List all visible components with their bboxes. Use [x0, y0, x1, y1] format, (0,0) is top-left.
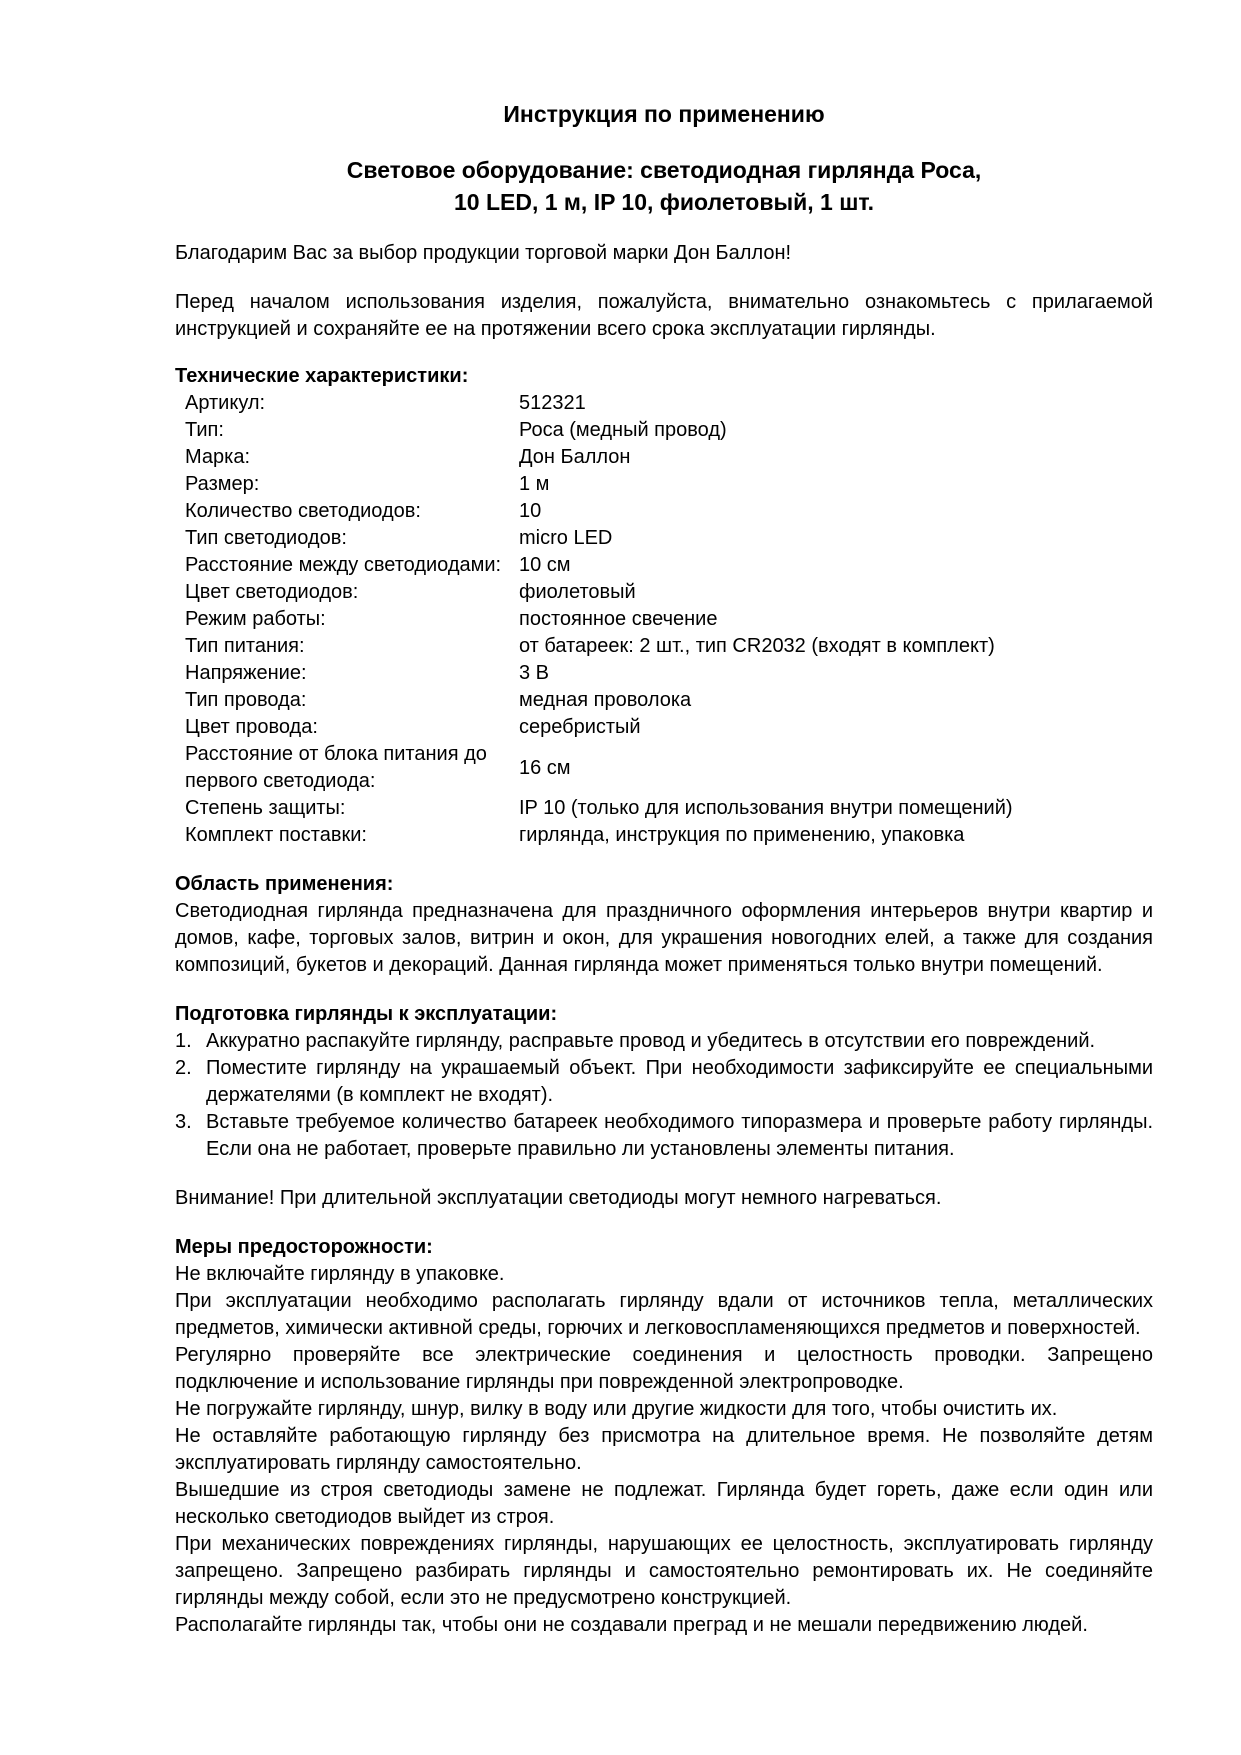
table-row [185, 822, 1153, 849]
table-row [185, 552, 1153, 579]
product-subtitle-line2: 10 LED, 1 м, IP 10, фиолетовый, 1 шт. [453, 189, 875, 215]
product-subtitle-line1: Световое оборудование: светодиодная гирлянда Роса, [346, 157, 982, 183]
spec-label: Цвет провода: [185, 716, 318, 738]
spec-value: постоянное свечение [519, 608, 718, 630]
spec-value: IP 10 (только для использования внутри помещений) [519, 797, 1013, 819]
spec-label: Тип провода: [185, 689, 307, 711]
spec-label: Напряжение: [185, 662, 307, 684]
precaution-paragraph: Располагайте гирлянды так, чтобы они не создавали преград и не мешали передвижению людей. [175, 1614, 1088, 1636]
spec-value: 1 м [519, 473, 550, 495]
warning-paragraph: Внимание! При длительной эксплуатации светодиоды могут немного нагреваться. [175, 1187, 942, 1209]
spec-label: Размер: [185, 473, 260, 495]
thanks-paragraph: Благодарим Вас за выбор продукции торговой марки Дон Баллон! [175, 242, 792, 264]
spec-value: 10 см [519, 554, 571, 576]
precautions-paragraphs [175, 1261, 1153, 1639]
table-row [185, 606, 1153, 633]
spec-label: Расстояние между светодиодами: [185, 554, 502, 576]
precautions-section [175, 1234, 1153, 1639]
spec-label: Тип светодиодов: [185, 527, 347, 549]
application-paragraph: Светодиодная гирлянда предназначена для праздничного оформления интерьеров внутри квартир и домов, кафе, торговых залов, витрин и окон, для украшения новогодних елей, а также для создания композиций, букетов и декораций. Данная гирлянда может применяться только внутри помещений. [175, 900, 1153, 976]
spec-label: Тип питания: [185, 635, 305, 657]
document-title: Инструкция по применению [503, 101, 825, 127]
spec-label: Количество светодиодов: [185, 500, 421, 522]
spacer [175, 1163, 1153, 1185]
list-item-text: Вставьте требуемое количество батареек необходимого типоразмера и проверьте работу гирлянды. Если она не работает, проверьте правильно ли установлены элементы питания. [206, 1111, 1153, 1160]
spacer [175, 343, 1153, 363]
precautions-heading: Меры предосторожности: [175, 1236, 433, 1258]
list-item [175, 1109, 1153, 1163]
table-row [185, 471, 1153, 498]
precaution-paragraph: При эксплуатации необходимо располагать гирлянду вдали от источников тепла, металлических предметов, химически активной среды, горючих и легковоспламеняющихся предметов и поверхностей. [175, 1290, 1153, 1339]
table-row [185, 795, 1153, 822]
list-item-number: 1. [175, 1030, 192, 1052]
spec-label: Режим работы: [185, 608, 326, 630]
precaution-paragraph: Не включайте гирлянду в упаковке. [175, 1263, 505, 1285]
application-heading: Область применения: [175, 873, 394, 895]
list-item-text: Поместите гирлянду на украшаемый объект. При необходимости зафиксируйте ее специальными держателями (в комплект не входят). [206, 1057, 1153, 1106]
spec-label: Цвет светодиодов: [185, 581, 359, 603]
spacer [175, 849, 1153, 871]
table-row [185, 714, 1153, 741]
spec-label: Расстояние от блока питания до первого светодиода: [185, 743, 487, 792]
spec-value: Дон Баллон [519, 446, 631, 468]
list-item [175, 1055, 1153, 1109]
list-item-text: Аккуратно распакуйте гирлянду, расправьте провод и убедитесь в отсутствии его повреждений. [206, 1030, 1096, 1052]
table-row [185, 525, 1153, 552]
table-row [185, 633, 1153, 660]
spacer [175, 1212, 1153, 1234]
intro-paragraph: Перед началом использования изделия, пожалуйста, внимательно ознакомьтесь с прилагаемой инструкцией и сохраняйте ее на протяжении всего срока эксплуатации гирлянды. [175, 291, 1153, 340]
spec-value: 3 В [519, 662, 550, 684]
spacer [175, 979, 1153, 1001]
spec-value: гирлянда, инструкция по применению, упаковка [519, 824, 965, 846]
table-row [185, 741, 1153, 795]
table-row [185, 687, 1153, 714]
spec-value: Роса (медный провод) [519, 419, 727, 441]
list-item-number: 2. [175, 1057, 192, 1079]
spec-label: Тип: [185, 419, 224, 441]
precaution-paragraph: Не погружайте гирлянду, шнур, вилку в воду или другие жидкости для того, чтобы очистить их. [175, 1398, 1058, 1420]
spec-value: micro LED [519, 527, 613, 549]
precaution-paragraph: Не оставляйте работающую гирлянду без присмотра на длительное время. Не позволяйте детям эксплуатировать гирлянду самостоятельно. [175, 1425, 1153, 1474]
product-subtitle [175, 154, 1153, 218]
table-row [185, 444, 1153, 471]
spec-label: Марка: [185, 446, 250, 468]
specs-heading: Технические характеристики: [175, 365, 469, 387]
table-row [185, 390, 1153, 417]
table-row [185, 498, 1153, 525]
list-item [175, 1028, 1153, 1055]
list-item-number: 3. [175, 1111, 192, 1133]
spacer [175, 267, 1153, 289]
precaution-paragraph: Регулярно проверяйте все электрические соединения и целостность проводки. Запрещено подключение и использование гирлянды при поврежденной электропроводке. [175, 1344, 1153, 1393]
spec-value: фиолетовый [519, 581, 636, 603]
table-row [185, 660, 1153, 687]
spec-value: медная проволока [519, 689, 692, 711]
spec-value: от батареек: 2 шт., тип CR2032 (входят в комплект) [519, 635, 995, 657]
table-row [185, 579, 1153, 606]
spec-label: Комплект поставки: [185, 824, 367, 846]
spec-value: 10 [519, 500, 542, 522]
spec-value: серебристый [519, 716, 641, 738]
preparation-section [175, 1001, 1153, 1163]
table-row [185, 417, 1153, 444]
preparation-list [175, 1028, 1153, 1163]
preparation-heading: Подготовка гирлянды к эксплуатации: [175, 1003, 558, 1025]
spacer [175, 132, 1153, 154]
spec-label: Степень защиты: [185, 797, 346, 819]
precaution-paragraph: Вышедшие из строя светодиоды замене не подлежат. Гирлянда будет гореть, даже если один или несколько светодиодов выйдет из строя. [175, 1479, 1153, 1528]
spec-value: 512321 [519, 392, 586, 414]
application-section [175, 871, 1153, 979]
specs-table [185, 390, 1153, 849]
spec-label: Артикул: [185, 392, 266, 414]
spec-value: 16 см [519, 756, 571, 779]
spacer [175, 218, 1153, 240]
precaution-paragraph: При механических повреждениях гирлянды, нарушающих ее целостность, эксплуатировать гирлянду запрещено. Запрещено разбирать гирлянды и самостоятельно ремонтировать их. Не соединяйте гирлянды между собой, если это не предусмотрено конструкцией. [175, 1533, 1153, 1609]
